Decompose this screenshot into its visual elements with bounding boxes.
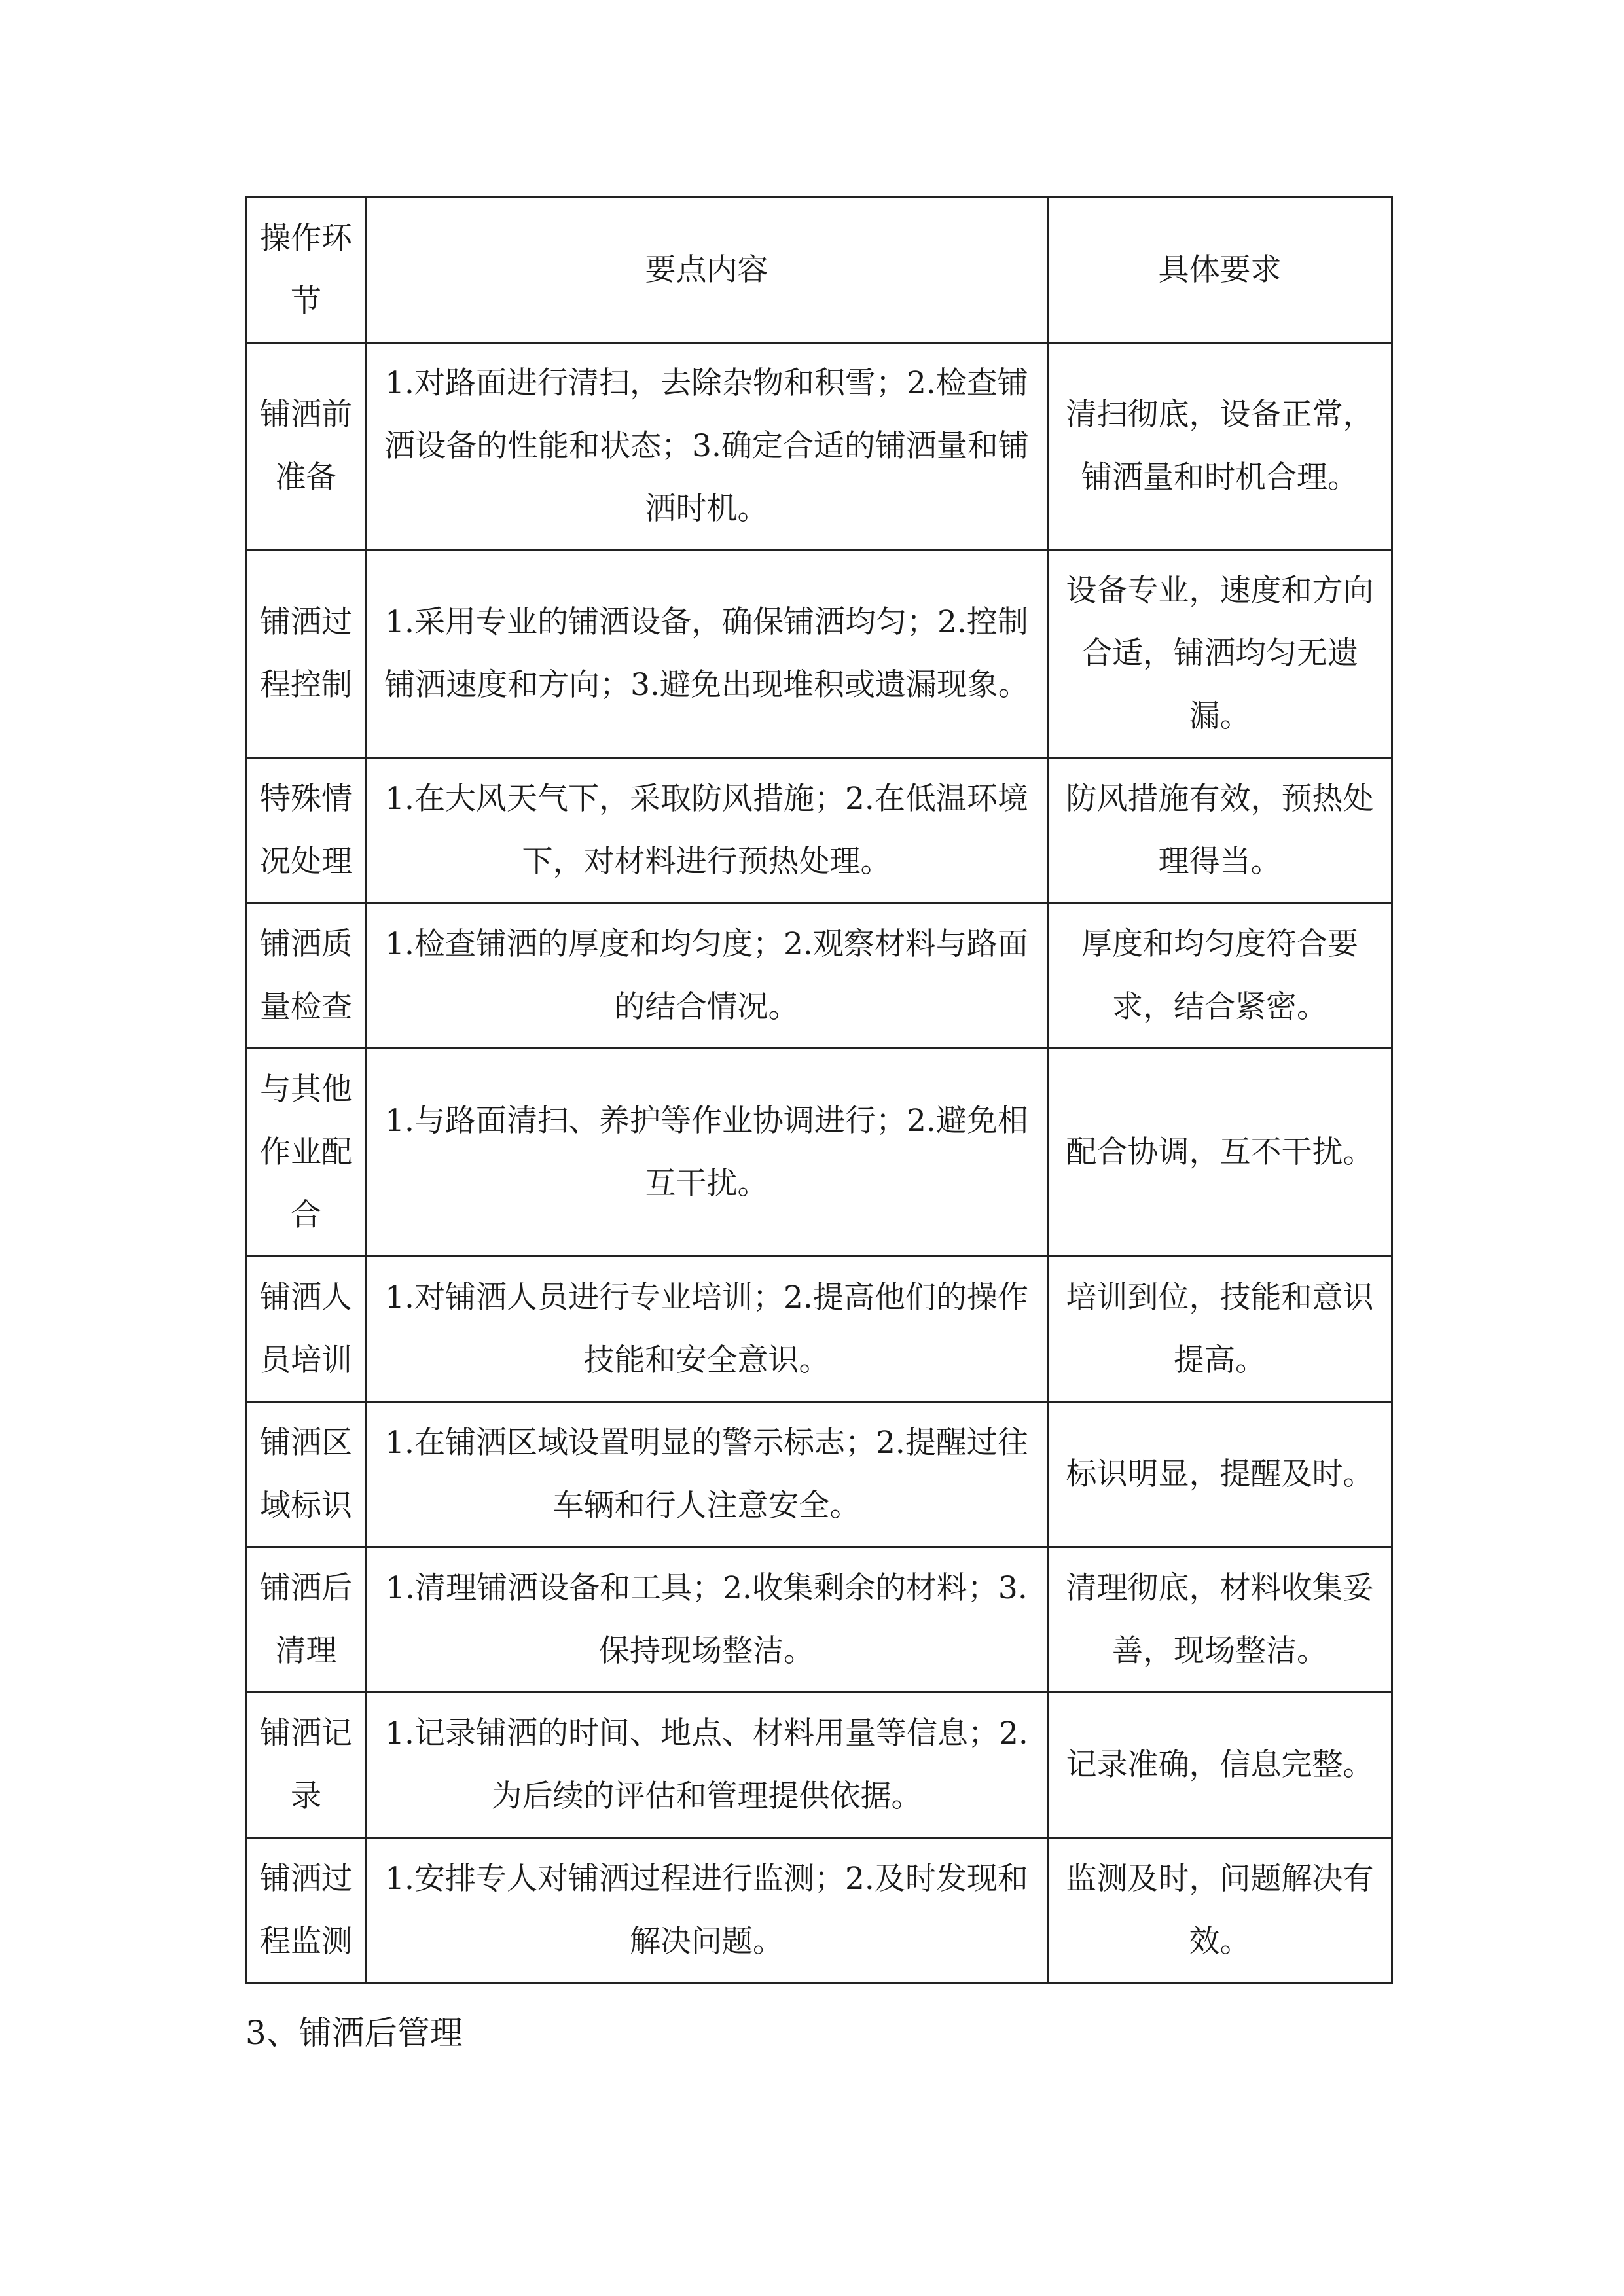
requirement-cell: 厚度和均匀度符合要求，结合紧密。: [1048, 903, 1392, 1049]
table-row: [247, 1838, 1392, 1983]
header-operation-step: 操作环节: [247, 198, 366, 343]
table-row: [247, 1547, 1392, 1693]
table-row: [247, 1049, 1392, 1257]
requirement-cell: 记录准确，信息完整。: [1048, 1693, 1392, 1838]
step-cell: 铺洒过程监测: [247, 1838, 366, 1983]
requirement-cell: 设备专业，速度和方向合适，铺洒均匀无遗漏。: [1048, 550, 1392, 758]
requirement-cell: 清扫彻底，设备正常，铺洒量和时机合理。: [1048, 343, 1392, 550]
table-row: [247, 1257, 1392, 1402]
table-row: [247, 1693, 1392, 1838]
step-cell: 铺洒质量检查: [247, 903, 366, 1049]
requirement-cell: 监测及时，问题解决有效。: [1048, 1838, 1392, 1983]
requirement-cell: 培训到位，技能和意识提高。: [1048, 1257, 1392, 1402]
points-cell: 1.记录铺洒的时间、地点、材料用量等信息；2.为后续的评估和管理提供依据。: [366, 1693, 1048, 1838]
step-cell: 铺洒过程控制: [247, 550, 366, 758]
points-cell: 1.采用专业的铺洒设备，确保铺洒均匀；2.控制铺洒速度和方向；3.避免出现堆积或遗漏现象。: [366, 550, 1048, 758]
step-cell: 铺洒区域标识: [247, 1402, 366, 1547]
points-cell: 1.与路面清扫、养护等作业协调进行；2.避免相互干扰。: [366, 1049, 1048, 1257]
step-cell: 特殊情况处理: [247, 758, 366, 903]
points-cell: 1.清理铺洒设备和工具；2.收集剩余的材料；3.保持现场整洁。: [366, 1547, 1048, 1693]
table-row: [247, 758, 1392, 903]
section-heading: 3、铺洒后管理: [245, 2014, 463, 2052]
requirement-cell: 标识明显，提醒及时。: [1048, 1402, 1392, 1547]
points-cell: 1.在大风天气下，采取防风措施；2.在低温环境下，对材料进行预热处理。: [366, 758, 1048, 903]
header-requirements: 具体要求: [1048, 198, 1392, 343]
points-cell: 1.对铺洒人员进行专业培训；2.提高他们的操作技能和安全意识。: [366, 1257, 1048, 1402]
header-key-points: 要点内容: [366, 198, 1048, 343]
table-row: [247, 903, 1392, 1049]
requirement-cell: 清理彻底，材料收集妥善，现场整洁。: [1048, 1547, 1392, 1693]
operation-requirements-table: [245, 196, 1393, 1984]
points-cell: 1.在铺洒区域设置明显的警示标志；2.提醒过往车辆和行人注意安全。: [366, 1402, 1048, 1547]
table-row: [247, 550, 1392, 758]
points-cell: 1.安排专人对铺洒过程进行监测；2.及时发现和解决问题。: [366, 1838, 1048, 1983]
table-header-row: [247, 198, 1392, 343]
step-cell: 铺洒后清理: [247, 1547, 366, 1693]
step-cell: 铺洒人员培训: [247, 1257, 366, 1402]
requirement-cell: 防风措施有效，预热处理得当。: [1048, 758, 1392, 903]
step-cell: 铺洒记录: [247, 1693, 366, 1838]
points-cell: 1.检查铺洒的厚度和均匀度；2.观察材料与路面的结合情况。: [366, 903, 1048, 1049]
requirement-cell: 配合协调，互不干扰。: [1048, 1049, 1392, 1257]
table-row: [247, 343, 1392, 550]
step-cell: 与其他作业配合: [247, 1049, 366, 1257]
step-cell: 铺洒前准备: [247, 343, 366, 550]
points-cell: 1.对路面进行清扫，去除杂物和积雪；2.检查铺洒设备的性能和状态；3.确定合适的铺洒量和铺洒时机。: [366, 343, 1048, 550]
table-row: [247, 1402, 1392, 1547]
